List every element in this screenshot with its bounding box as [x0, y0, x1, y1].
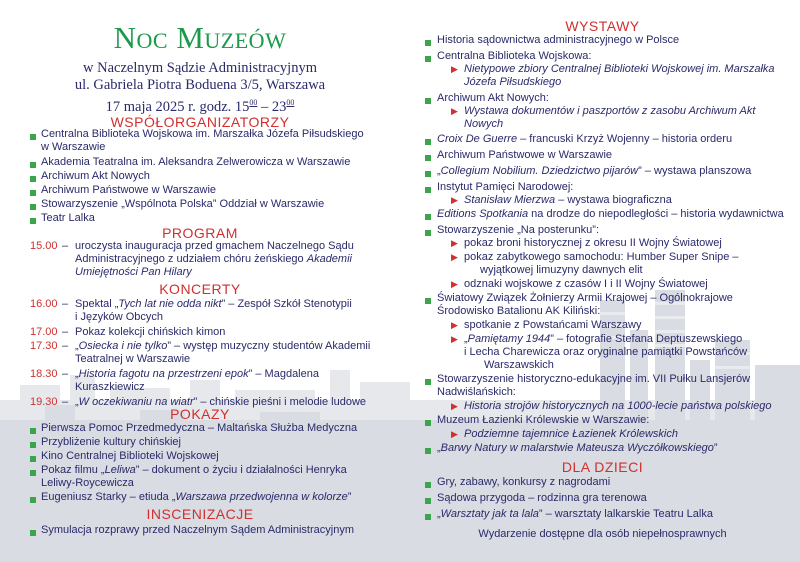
coorganizer-item: Akademia Teatralna im. Aleksandra Zelwerowicza w Warszawie: [41, 156, 351, 168]
exhibition-subitem: wyjątkowej limuzyny dawnych elit: [480, 264, 643, 276]
show-item: Kino Centralnej Biblioteki Wojskowej: [41, 450, 219, 462]
exhibition-subitem: Nowych: [464, 118, 504, 130]
bullet-icon: [30, 134, 36, 140]
address-line: ul. Gabriela Piotra Boduena 3/5, Warszawa: [74, 77, 326, 93]
concert-item: „Osiecka i nie tylko” – występ muzyczny studentów Akademii: [75, 340, 371, 352]
date-line: 17 maja 2025 r. godz. $15^{00} - 23^{00}$: [105, 98, 295, 115]
bullet-icon: [30, 218, 36, 224]
exhibition-item: Centralna Biblioteka Wojskowa:: [437, 50, 592, 62]
exhibition-item: Światowy Związek Żołnierzy Armii Krajowej – Ogólnokrajowe: [437, 292, 733, 304]
bullet-icon: [30, 497, 36, 503]
concert-dash: –: [62, 298, 69, 310]
bullet-icon: [425, 56, 431, 62]
kids-item: „Warsztaty jak ta lala” – warsztaty lalkarskie Teatru Lalka: [437, 508, 713, 520]
exhibition-item: Croix De Guerre – francuski Krzyż Wojenny – historia orderu: [437, 133, 733, 145]
exhibition-subitem: „Pamiętamy 1944” – fotografie Stefana Deptuszewskiego: [464, 333, 743, 345]
exhibition-subitem: i Lecha Charewicza oraz oryginalne pamiątki Powstańców: [464, 346, 748, 358]
arrow-icon: ▶: [451, 334, 458, 344]
exhibition-item: Nadwiślańskich:: [437, 386, 516, 398]
bullet-icon: [425, 498, 431, 504]
bullet-icon: [425, 298, 431, 304]
heading-dla-dzieci: DLA DZIECI: [561, 459, 644, 475]
exhibition-item: Stowarzyszenie „Na posterunku”:: [437, 224, 600, 236]
exhibition-subitem: spotkanie z Powstańcami Warszawy: [464, 319, 642, 331]
bullet-icon: [30, 190, 36, 196]
arrow-icon: ▶: [451, 106, 458, 116]
exhibition-item: Muzeum Łazienki Królewskie w Warszawie:: [437, 414, 650, 426]
heading-pokazy: POKAZY: [170, 406, 230, 422]
coorganizer-item: w Warszawie: [41, 141, 106, 153]
program-line: uroczysta inauguracja przed gmachem Naczelnego Sądu: [75, 240, 354, 252]
concert-dash: –: [62, 396, 69, 408]
exhibition-subitem: Wystawa dokumentów i paszportów z zasobu Archiwum Akt: [464, 105, 756, 117]
concert-item: „Historia fagotu na przestrzeni epok” – Magdalena: [75, 368, 319, 380]
exhibition-subitem: Nietypowe zbiory Centralnej Biblioteki Wojskowej im. Marszałka: [464, 63, 775, 75]
bullet-icon: [30, 162, 36, 168]
concert-item: Pokaz kolekcji chińskich kimon: [75, 326, 226, 338]
arrow-icon: ▶: [451, 64, 458, 74]
exhibition-item: Archiwum Państwowe w Warszawie: [437, 149, 613, 161]
bullet-icon: [425, 230, 431, 236]
bullet-icon: [425, 40, 431, 46]
concert-item: i Języków Obcych: [75, 311, 164, 323]
exhibition-item: Instytut Pamięci Narodowej:: [437, 181, 574, 193]
program-line: Administracyjnego z udziałem chóru żeńskiego Akademii: [75, 253, 352, 265]
heading-wystawy: WYSTAWY: [565, 18, 640, 34]
exhibition-subitem: pokaz broni historycznej z okresu II Wojny Światowej: [464, 237, 722, 249]
exhibition-subitem: odznaki wojskowe z czasów I i II Wojny Światowej: [464, 278, 708, 290]
show-item: Eugeniusz Starky – etiuda „Warszawa przedwojenna w kolorze”: [41, 491, 352, 503]
arrow-icon: ▶: [451, 238, 458, 248]
exhibition-subitem: Historia strojów historycznych na 1000-lecie państwa polskiego: [464, 400, 772, 412]
bullet-icon: [425, 514, 431, 520]
exhibition-item: Historia sądownictwa administracyjnego w Polsce: [437, 34, 680, 46]
kids-item: Gry, zabawy, konkursy z nagrodami: [437, 476, 611, 488]
bullet-icon: [425, 98, 431, 104]
arrow-icon: ▶: [451, 429, 458, 439]
accessibility-note: Wydarzenie dostępne dla osób niepełnosprawnych: [478, 528, 727, 540]
exhibition-item: „Collegium Nobilium. Dziedzictwo pijarów” – wystawa planszowa: [437, 165, 752, 177]
venue-line: w Naczelnym Sądzie Administracyjnym: [83, 60, 317, 76]
concert-time: 16.00: [30, 298, 58, 310]
exhibition-item: „Barwy Natury w malarstwie Mateusza Wyczółkowskiego”: [437, 442, 718, 454]
concert-item: Spektal „Tych lat nie odda nikt” – Zespół Szkół Stenotypii: [75, 298, 352, 310]
kids-item: Sądowa przygoda – rodzinna gra terenowa: [437, 492, 647, 504]
bullet-icon: [425, 214, 431, 220]
bullet-icon: [425, 448, 431, 454]
bullet-icon: [30, 530, 36, 536]
bullet-icon: [30, 442, 36, 448]
show-item: Pierwsza Pomoc Przedmedyczna – Maltańska Służba Medyczna: [41, 422, 358, 434]
concert-item: Teatralnej w Warszawie: [75, 353, 191, 365]
bullet-icon: [425, 379, 431, 385]
arrow-icon: ▶: [451, 320, 458, 330]
concert-dash: –: [62, 368, 69, 380]
bullet-icon: [30, 428, 36, 434]
bullet-icon: [30, 470, 36, 476]
coorganizer-item: Stowarzyszenie „Wspólnota Polska” Oddział w Warszawie: [41, 198, 325, 210]
heading-program: PROGRAM: [162, 225, 238, 241]
coorganizer-item: Archiwum Państwowe w Warszawie: [41, 184, 217, 196]
bullet-icon: [425, 420, 431, 426]
heading-koncerty: KONCERTY: [159, 281, 241, 297]
bullet-icon: [425, 139, 431, 145]
exhibition-subitem: Stanisław Mierzwa – wystawa biograficzna: [464, 194, 672, 206]
concert-dash: –: [62, 340, 69, 352]
exhibition-subitem: Podziemne tajemnice Łazienek Królewskich: [464, 428, 678, 440]
arrow-icon: ▶: [451, 195, 458, 205]
exhibition-item: Środowisko Batalionu AK Kiliński:: [437, 305, 601, 317]
coorganizer-item: Centralna Biblioteka Wojskowa im. Marszałka Józefa Piłsudskiego: [41, 128, 364, 140]
heading-inscenizacje: INSCENIZACJE: [146, 506, 254, 522]
program-line: Umiejętności Pan Hilary: [75, 266, 192, 278]
exhibition-subitem: Warszawskich: [484, 359, 554, 371]
concert-dash: –: [62, 326, 69, 338]
arrow-icon: ▶: [451, 279, 458, 289]
exhibition-item: Archiwum Akt Nowych:: [437, 92, 549, 104]
concert-time: 18.30: [30, 368, 58, 380]
arrow-icon: ▶: [451, 252, 458, 262]
coorganizer-item: Archiwum Akt Nowych: [41, 170, 150, 182]
concert-item: „W oczekiwaniu na wiatr” – chińskie pieśni i melodie ludowe: [75, 396, 367, 408]
bullet-icon: [30, 176, 36, 182]
bullet-icon: [425, 482, 431, 488]
bullet-icon: [30, 456, 36, 462]
program-time: 15.00: [30, 240, 58, 252]
bullet-icon: [30, 204, 36, 210]
exhibition-item: Editions Spotkania na drodze do niepodległości – historia wydawnictwa: [437, 208, 784, 220]
exhibition-subitem: pokaz zabytkowego samochodu: Humber Super Snipe –: [464, 251, 739, 263]
program-dash: –: [62, 240, 69, 252]
exhibition-subitem: Józefa Piłsudskiego: [464, 76, 562, 88]
show-item: Pokaz filmu „Leliwa” – dokument o życiu i działalności Henryka: [41, 464, 347, 476]
event-title: Noc Muzeów: [113, 20, 287, 55]
show-item: Przybliżenie kultury chińskiej: [41, 436, 181, 448]
bullet-icon: [425, 155, 431, 161]
reenactment-item: Symulacja rozprawy przed Naczelnym Sądem Administracyjnym: [41, 524, 354, 536]
concert-time: 17.30: [30, 340, 58, 352]
bullet-icon: [425, 187, 431, 193]
concert-time: 19.30: [30, 396, 58, 408]
concert-time: 17.00: [30, 326, 58, 338]
exhibition-item: Stowarzyszenie historyczno-edukacyjne im. VII Pułku Lansjerów: [437, 373, 751, 385]
concert-item: Kuraszkiewicz: [75, 381, 145, 393]
coorganizer-item: Teatr Lalka: [41, 212, 95, 224]
arrow-icon: ▶: [451, 401, 458, 411]
bullet-icon: [425, 171, 431, 177]
show-item: Leliwy-Roycewicza: [41, 477, 134, 489]
heading-wspolorganizatorzy: WSPÓŁORGANIZATORZY: [110, 114, 290, 130]
